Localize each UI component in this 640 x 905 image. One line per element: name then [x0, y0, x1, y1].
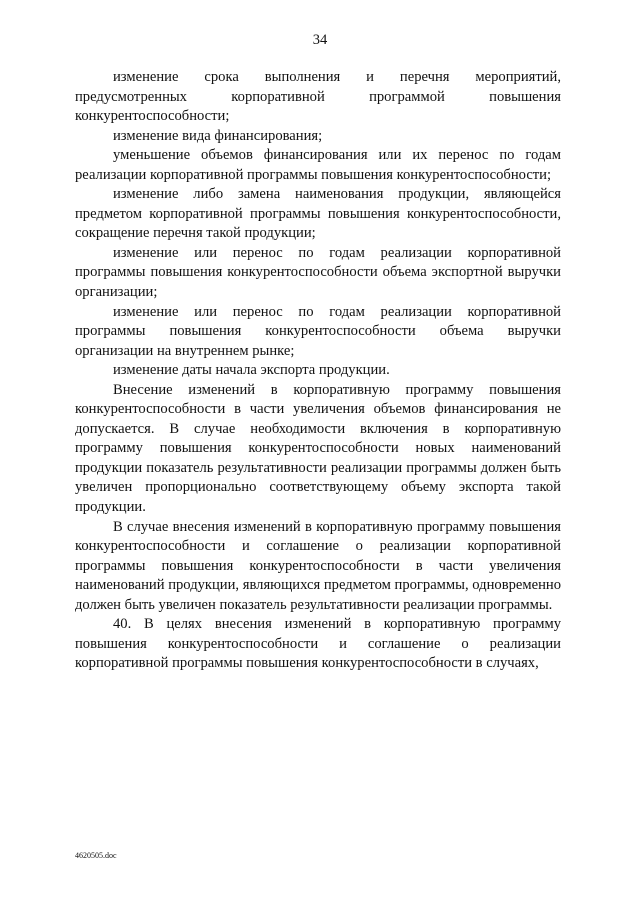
paragraph: изменение или перенос по годам реализации корпоративной программы повышения конкурентоспособности объема экспортной выручки организации; [75, 244, 561, 301]
paragraph: В случае внесения изменений в корпоративную программу повышения конкурентоспособности и соглашение о реализации корпоративной программы повышения конкурентоспособности в части увеличения наименований продукции, являющихся предметом программы, одновременно должен быть увеличен показатель результативности реализации программы. [75, 518, 561, 613]
footer-file-name: 4620505.doc [75, 851, 117, 860]
paragraph: изменение срока выполнения и перечня мероприятий, предусмотренных корпоративной программой повышения конкурентоспособности; [75, 69, 561, 125]
paragraph: изменение даты начала экспорта продукции. [113, 362, 390, 379]
paragraph: Внесение изменений в корпоративную программу повышения конкурентоспособности в части увеличения объемов финансирования не допускается. В случае необходимости включения в корпоративную программу повышения конкурентоспособности новых наименований продукции показатель результативности реализации программы должен быть увеличен пропорционально соответствующему объему экспорта такой продукции. [75, 381, 561, 516]
paragraph: изменение вида финансирования; [113, 127, 323, 144]
page-number: 34 [312, 32, 328, 48]
paragraph: изменение или перенос по годам реализации корпоративной программы повышения конкурентоспособности объема выручки организации на внутреннем рынке; [75, 303, 561, 359]
paragraph: уменьшение объемов финансирования или их перенос по годам реализации корпоративной программы повышения конкурентоспособности; [75, 147, 561, 183]
paragraph: изменение либо замена наименования продукции, являющейся предметом корпоративной программы повышения конкурентоспособности, сокращение перечня такой продукции; [75, 186, 561, 242]
document-body [75, 68, 561, 674]
paragraph: 40. В целях внесения изменений в корпоративную программу повышения конкурентоспособности и соглашение о реализации корпоративной программы повышения конкурентоспособности в случаях, [75, 616, 561, 672]
